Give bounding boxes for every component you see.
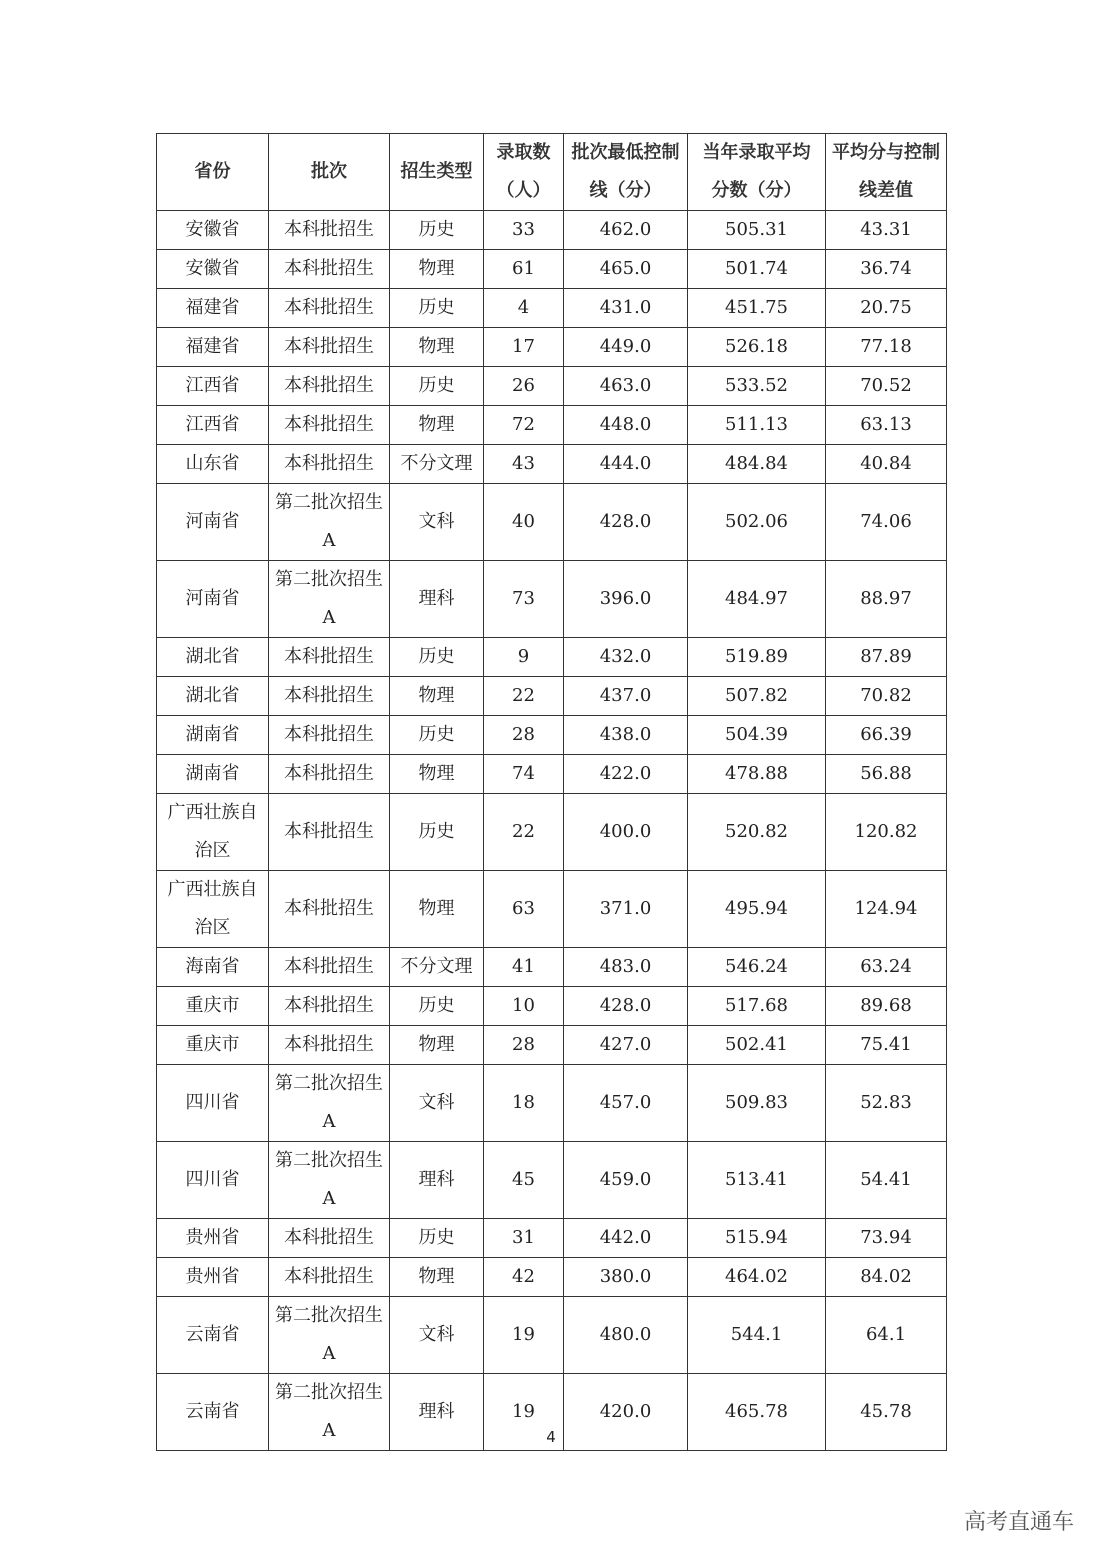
table-row	[157, 367, 947, 406]
cell-type: 历史	[390, 794, 484, 871]
table-row	[157, 445, 947, 484]
cell-province: 江西省	[157, 406, 269, 445]
cell-batch: 本科批招生	[269, 406, 390, 445]
cell-count: 73	[484, 561, 564, 638]
table-row	[157, 677, 947, 716]
table-row	[157, 328, 947, 367]
cell-control-line: 442.0	[564, 1219, 688, 1258]
cell-type: 物理	[390, 677, 484, 716]
cell-type: 物理	[390, 406, 484, 445]
cell-average: 513.41	[688, 1142, 826, 1219]
cell-difference: 73.94	[826, 1219, 947, 1258]
cell-count: 31	[484, 1219, 564, 1258]
cell-type: 理科	[390, 561, 484, 638]
cell-average: 451.75	[688, 289, 826, 328]
cell-difference: 64.1	[826, 1297, 947, 1374]
cell-control-line: 428.0	[564, 484, 688, 561]
cell-count: 9	[484, 638, 564, 677]
cell-batch: 本科批招生	[269, 211, 390, 250]
cell-count: 28	[484, 1026, 564, 1065]
cell-difference: 74.06	[826, 484, 947, 561]
cell-control-line: 459.0	[564, 1142, 688, 1219]
cell-control-line: 448.0	[564, 406, 688, 445]
cell-control-line: 465.0	[564, 250, 688, 289]
cell-batch: 第二批次招生 A	[269, 484, 390, 561]
cell-province: 海南省	[157, 948, 269, 987]
table-row	[157, 638, 947, 677]
cell-difference: 84.02	[826, 1258, 947, 1297]
cell-average: 484.97	[688, 561, 826, 638]
table-row	[157, 484, 947, 561]
cell-control-line: 483.0	[564, 948, 688, 987]
cell-province: 四川省	[157, 1065, 269, 1142]
cell-average: 502.06	[688, 484, 826, 561]
cell-difference: 88.97	[826, 561, 947, 638]
cell-count: 74	[484, 755, 564, 794]
cell-type: 文科	[390, 1297, 484, 1374]
cell-difference: 40.84	[826, 445, 947, 484]
cell-batch: 本科批招生	[269, 755, 390, 794]
header-average: 当年录取平均分数（分）	[688, 134, 826, 211]
cell-average: 464.02	[688, 1258, 826, 1297]
cell-count: 18	[484, 1065, 564, 1142]
cell-type: 理科	[390, 1374, 484, 1451]
cell-count: 33	[484, 211, 564, 250]
cell-batch: 本科批招生	[269, 289, 390, 328]
cell-count: 17	[484, 328, 564, 367]
cell-province: 安徽省	[157, 211, 269, 250]
cell-difference: 66.39	[826, 716, 947, 755]
cell-type: 历史	[390, 638, 484, 677]
cell-batch: 本科批招生	[269, 1219, 390, 1258]
cell-count: 22	[484, 794, 564, 871]
cell-count: 43	[484, 445, 564, 484]
cell-province: 湖北省	[157, 677, 269, 716]
cell-average: 501.74	[688, 250, 826, 289]
watermark: 高考直通车	[963, 1510, 1074, 1535]
cell-average: 495.94	[688, 871, 826, 948]
table-row	[157, 871, 947, 948]
table-row	[157, 561, 947, 638]
table-row	[157, 211, 947, 250]
cell-batch: 本科批招生	[269, 1258, 390, 1297]
cell-type: 不分文理	[390, 948, 484, 987]
cell-province: 云南省	[157, 1297, 269, 1374]
cell-province: 湖南省	[157, 716, 269, 755]
cell-average: 505.31	[688, 211, 826, 250]
cell-control-line: 396.0	[564, 561, 688, 638]
cell-average: 478.88	[688, 755, 826, 794]
cell-difference: 56.88	[826, 755, 947, 794]
cell-province: 贵州省	[157, 1258, 269, 1297]
cell-type: 理科	[390, 1142, 484, 1219]
cell-type: 物理	[390, 1258, 484, 1297]
cell-control-line: 400.0	[564, 794, 688, 871]
cell-province: 江西省	[157, 367, 269, 406]
cell-type: 物理	[390, 755, 484, 794]
cell-average: 507.82	[688, 677, 826, 716]
cell-control-line: 428.0	[564, 987, 688, 1026]
cell-difference: 124.94	[826, 871, 947, 948]
cell-difference: 75.41	[826, 1026, 947, 1065]
table-row	[157, 1219, 947, 1258]
table-row	[157, 794, 947, 871]
cell-batch: 本科批招生	[269, 367, 390, 406]
table-row	[157, 1065, 947, 1142]
table-row	[157, 948, 947, 987]
table-row	[157, 716, 947, 755]
cell-province: 广西壮族自治区	[157, 794, 269, 871]
cell-type: 文科	[390, 484, 484, 561]
table-row	[157, 289, 947, 328]
cell-control-line: 431.0	[564, 289, 688, 328]
cell-difference: 20.75	[826, 289, 947, 328]
cell-type: 历史	[390, 987, 484, 1026]
cell-batch: 本科批招生	[269, 716, 390, 755]
header-province: 省份	[157, 134, 269, 211]
table-row	[157, 1142, 947, 1219]
cell-batch: 本科批招生	[269, 638, 390, 677]
cell-batch: 本科批招生	[269, 677, 390, 716]
cell-batch: 第二批次招生 A	[269, 1142, 390, 1219]
cell-type: 历史	[390, 367, 484, 406]
page-number: 4	[546, 1428, 556, 1446]
header-batch: 批次	[269, 134, 390, 211]
cell-batch: 第二批次招生 A	[269, 1297, 390, 1374]
cell-province: 湖南省	[157, 755, 269, 794]
cell-province: 安徽省	[157, 250, 269, 289]
table-row	[157, 1258, 947, 1297]
cell-control-line: 432.0	[564, 638, 688, 677]
cell-average: 519.89	[688, 638, 826, 677]
cell-difference: 63.13	[826, 406, 947, 445]
cell-control-line: 463.0	[564, 367, 688, 406]
cell-difference: 87.89	[826, 638, 947, 677]
cell-province: 贵州省	[157, 1219, 269, 1258]
cell-type: 物理	[390, 328, 484, 367]
cell-batch: 本科批招生	[269, 987, 390, 1026]
table-row	[157, 406, 947, 445]
table-row	[157, 1026, 947, 1065]
cell-average: 484.84	[688, 445, 826, 484]
cell-average: 544.1	[688, 1297, 826, 1374]
header-count: 录取数（人）	[484, 134, 564, 211]
cell-count: 42	[484, 1258, 564, 1297]
cell-average: 465.78	[688, 1374, 826, 1451]
cell-control-line: 420.0	[564, 1374, 688, 1451]
cell-count: 19	[484, 1297, 564, 1374]
cell-count: 63	[484, 871, 564, 948]
header-type: 招生类型	[390, 134, 484, 211]
cell-average: 546.24	[688, 948, 826, 987]
cell-average: 520.82	[688, 794, 826, 871]
cell-province: 福建省	[157, 328, 269, 367]
cell-difference: 43.31	[826, 211, 947, 250]
cell-batch: 第二批次招生 A	[269, 561, 390, 638]
cell-batch: 第二批次招生 A	[269, 1065, 390, 1142]
cell-average: 515.94	[688, 1219, 826, 1258]
table-row	[157, 1297, 947, 1374]
cell-province: 河南省	[157, 484, 269, 561]
cell-difference: 77.18	[826, 328, 947, 367]
cell-count: 28	[484, 716, 564, 755]
cell-average: 509.83	[688, 1065, 826, 1142]
cell-type: 物理	[390, 871, 484, 948]
header-difference: 平均分与控制线差值	[826, 134, 947, 211]
cell-batch: 第二批次招生 A	[269, 1374, 390, 1451]
cell-average: 504.39	[688, 716, 826, 755]
cell-control-line: 427.0	[564, 1026, 688, 1065]
cell-count: 4	[484, 289, 564, 328]
cell-type: 物理	[390, 250, 484, 289]
cell-control-line: 438.0	[564, 716, 688, 755]
cell-province: 山东省	[157, 445, 269, 484]
table-row	[157, 755, 947, 794]
cell-control-line: 457.0	[564, 1065, 688, 1142]
cell-count: 72	[484, 406, 564, 445]
cell-batch: 本科批招生	[269, 1026, 390, 1065]
cell-average: 517.68	[688, 987, 826, 1026]
cell-control-line: 371.0	[564, 871, 688, 948]
cell-count: 22	[484, 677, 564, 716]
cell-batch: 本科批招生	[269, 794, 390, 871]
cell-count: 19	[484, 1374, 564, 1451]
cell-province: 湖北省	[157, 638, 269, 677]
cell-average: 526.18	[688, 328, 826, 367]
cell-count: 45	[484, 1142, 564, 1219]
cell-type: 物理	[390, 1026, 484, 1065]
admission-table	[156, 133, 947, 1451]
cell-difference: 63.24	[826, 948, 947, 987]
cell-batch: 本科批招生	[269, 948, 390, 987]
cell-control-line: 449.0	[564, 328, 688, 367]
cell-province: 广西壮族自治区	[157, 871, 269, 948]
cell-control-line: 437.0	[564, 677, 688, 716]
cell-province: 云南省	[157, 1374, 269, 1451]
table-row	[157, 250, 947, 289]
cell-type: 历史	[390, 1219, 484, 1258]
cell-control-line: 480.0	[564, 1297, 688, 1374]
cell-batch: 本科批招生	[269, 871, 390, 948]
cell-control-line: 462.0	[564, 211, 688, 250]
cell-type: 不分文理	[390, 445, 484, 484]
cell-batch: 本科批招生	[269, 250, 390, 289]
cell-difference: 70.82	[826, 677, 947, 716]
cell-difference: 54.41	[826, 1142, 947, 1219]
cell-count: 10	[484, 987, 564, 1026]
cell-type: 文科	[390, 1065, 484, 1142]
cell-difference: 89.68	[826, 987, 947, 1026]
header-row	[157, 134, 947, 211]
cell-batch: 本科批招生	[269, 328, 390, 367]
header-control-line: 批次最低控制线（分）	[564, 134, 688, 211]
cell-control-line: 422.0	[564, 755, 688, 794]
cell-difference: 70.52	[826, 367, 947, 406]
cell-province: 四川省	[157, 1142, 269, 1219]
cell-average: 511.13	[688, 406, 826, 445]
cell-province: 重庆市	[157, 987, 269, 1026]
cell-batch: 本科批招生	[269, 445, 390, 484]
cell-difference: 36.74	[826, 250, 947, 289]
cell-control-line: 444.0	[564, 445, 688, 484]
cell-count: 61	[484, 250, 564, 289]
cell-type: 历史	[390, 211, 484, 250]
cell-difference: 120.82	[826, 794, 947, 871]
table-body	[157, 211, 947, 1451]
cell-control-line: 380.0	[564, 1258, 688, 1297]
cell-average: 533.52	[688, 367, 826, 406]
cell-type: 历史	[390, 289, 484, 328]
cell-count: 40	[484, 484, 564, 561]
cell-difference: 45.78	[826, 1374, 947, 1451]
cell-count: 41	[484, 948, 564, 987]
cell-difference: 52.83	[826, 1065, 947, 1142]
cell-province: 重庆市	[157, 1026, 269, 1065]
cell-province: 福建省	[157, 289, 269, 328]
cell-type: 历史	[390, 716, 484, 755]
table-row	[157, 987, 947, 1026]
cell-average: 502.41	[688, 1026, 826, 1065]
cell-count: 26	[484, 367, 564, 406]
cell-province: 河南省	[157, 561, 269, 638]
